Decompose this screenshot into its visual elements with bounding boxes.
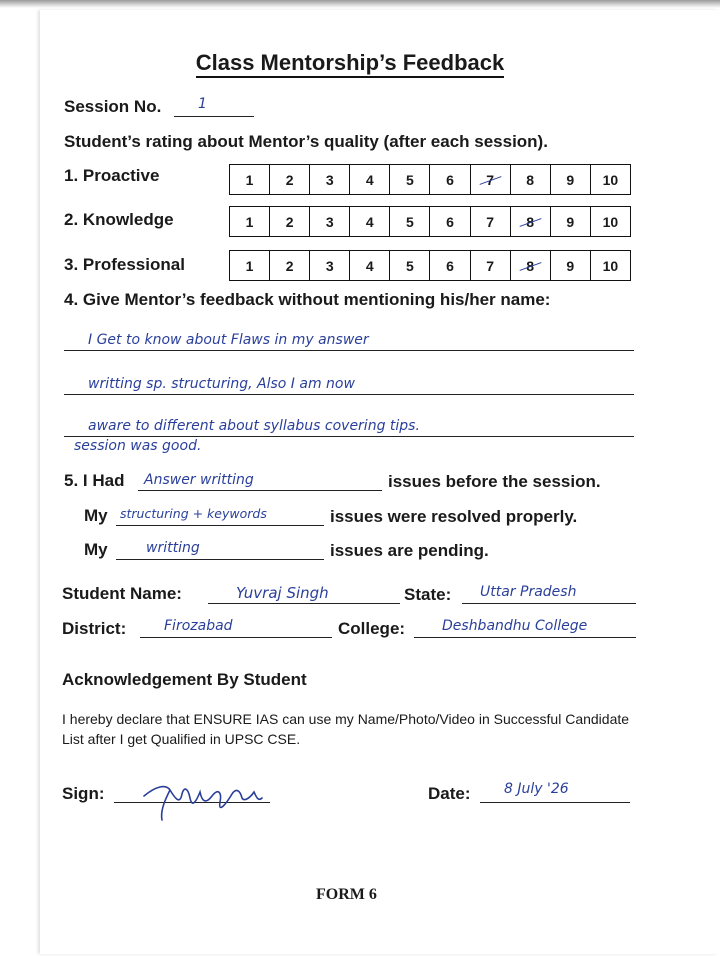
rating-cell[interactable]: 6 <box>430 251 470 280</box>
rating-cell-selected[interactable]: 8 <box>511 207 551 236</box>
form-number: FORM 6 <box>316 886 377 903</box>
rating-cell[interactable]: 3 <box>310 207 350 236</box>
student-name-line <box>208 603 400 604</box>
feedback-heading: 4. Give Mentor’s feedback without mentioning his/her name: <box>64 290 551 309</box>
issues-pending-line <box>116 559 324 560</box>
student-signature <box>136 774 268 826</box>
rating-scale-knowledge[interactable] <box>229 206 631 237</box>
date-value[interactable]: 8 July '26 <box>504 781 569 797</box>
rating-cell[interactable]: 2 <box>270 207 310 236</box>
feedback-form <box>40 10 718 954</box>
rating-cell[interactable]: 1 <box>230 207 270 236</box>
rating-cell[interactable]: 3 <box>310 251 350 280</box>
rating-cell[interactable]: 6 <box>430 165 470 194</box>
issues-resolved-value[interactable]: structuring + keywords <box>120 506 267 521</box>
issues-pending-suffix: issues are pending. <box>330 541 489 560</box>
rating-cell-selected[interactable]: 7 <box>471 165 511 194</box>
issues-had-line <box>138 490 382 491</box>
rating-cell[interactable]: 5 <box>390 165 430 194</box>
rating-cell[interactable]: 10 <box>602 171 619 188</box>
feedback-line-1 <box>64 350 634 351</box>
criterion-professional-label: 3. Professional <box>64 255 185 274</box>
feedback-text-4[interactable]: session was good. <box>74 438 202 454</box>
feedback-line-3 <box>64 436 634 437</box>
feedback-text-2[interactable]: writting sp. structuring, Also I am now <box>88 376 355 392</box>
issues-resolved-line <box>116 525 324 526</box>
feedback-text-3[interactable]: aware to different about syllabus covering tips. <box>88 418 420 434</box>
acknowledgement-text: I hereby declare that ENSURE IAS can use my Name/Photo/Video in Successful Candidate List after I get Qualified in UPSC CSE. <box>62 711 630 747</box>
student-name-value[interactable]: Yuvraj Singh <box>236 584 329 602</box>
rating-cell[interactable]: 10 <box>602 213 619 230</box>
rating-cell[interactable]: 5 <box>390 207 430 236</box>
date-label: Date: <box>428 784 471 803</box>
issues-had-label: 5. I Had <box>64 471 125 490</box>
rating-scale-proactive[interactable] <box>229 164 631 195</box>
issues-resolved-suffix: issues were resolved properly. <box>330 507 578 526</box>
rating-cell[interactable]: 1 <box>230 165 270 194</box>
sign-label: Sign: <box>62 784 105 803</box>
college-line <box>414 637 636 638</box>
session-value[interactable]: 1 <box>198 96 207 112</box>
rating-cell[interactable]: 1 <box>230 251 270 280</box>
acknowledgement-heading: Acknowledgement By Student <box>62 670 307 689</box>
state-line <box>462 603 636 604</box>
rating-cell[interactable]: 9 <box>551 165 591 194</box>
rating-cell[interactable]: 9 <box>551 251 591 280</box>
feedback-line-2 <box>64 394 634 395</box>
rating-cell[interactable]: 2 <box>270 165 310 194</box>
issues-resolved-label: My <box>84 506 108 525</box>
college-label: College: <box>338 619 406 638</box>
rating-cell[interactable]: 4 <box>350 207 390 236</box>
rating-cell[interactable]: 7 <box>471 207 511 236</box>
rating-heading: Student’s rating about Mentor’s quality (after each session). <box>64 132 548 151</box>
rating-cell-selected[interactable]: 8 <box>511 251 551 280</box>
student-name-label: Student Name: <box>62 584 182 603</box>
issues-had-suffix: issues before the session. <box>388 472 601 491</box>
rating-cell[interactable]: 3 <box>310 165 350 194</box>
form-title: Class Mentorship’s Feedback <box>40 50 660 76</box>
issues-had-value[interactable]: Answer writting <box>144 472 254 488</box>
page-top-edge <box>0 0 720 8</box>
issues-pending-label: My <box>84 540 108 559</box>
district-value[interactable]: Firozabad <box>164 618 233 634</box>
rating-cell[interactable]: 4 <box>350 251 390 280</box>
rating-cell[interactable]: 5 <box>390 251 430 280</box>
state-value[interactable]: Uttar Pradesh <box>480 584 577 600</box>
district-label: District: <box>62 619 127 638</box>
feedback-text-1[interactable]: I Get to know about Flaws in my answer <box>88 332 369 348</box>
session-label: Session No. <box>64 97 162 116</box>
district-line <box>140 637 332 638</box>
rating-cell[interactable]: 2 <box>270 251 310 280</box>
rating-cell[interactable]: 10 <box>602 257 619 274</box>
criterion-proactive-label: 1. Proactive <box>64 166 160 185</box>
rating-cell[interactable]: 4 <box>350 165 390 194</box>
rating-scale-professional[interactable] <box>229 250 631 281</box>
college-value[interactable]: Deshbandhu College <box>442 618 588 634</box>
rating-cell[interactable]: 9 <box>551 207 591 236</box>
issues-pending-value[interactable]: writting <box>146 540 200 556</box>
rating-cell[interactable]: 7 <box>471 251 511 280</box>
date-line <box>480 802 630 803</box>
state-label: State: <box>404 585 452 604</box>
session-line <box>174 116 254 117</box>
rating-cell[interactable]: 6 <box>430 207 470 236</box>
rating-cell[interactable]: 8 <box>511 165 551 194</box>
criterion-knowledge-label: 2. Knowledge <box>64 210 174 229</box>
